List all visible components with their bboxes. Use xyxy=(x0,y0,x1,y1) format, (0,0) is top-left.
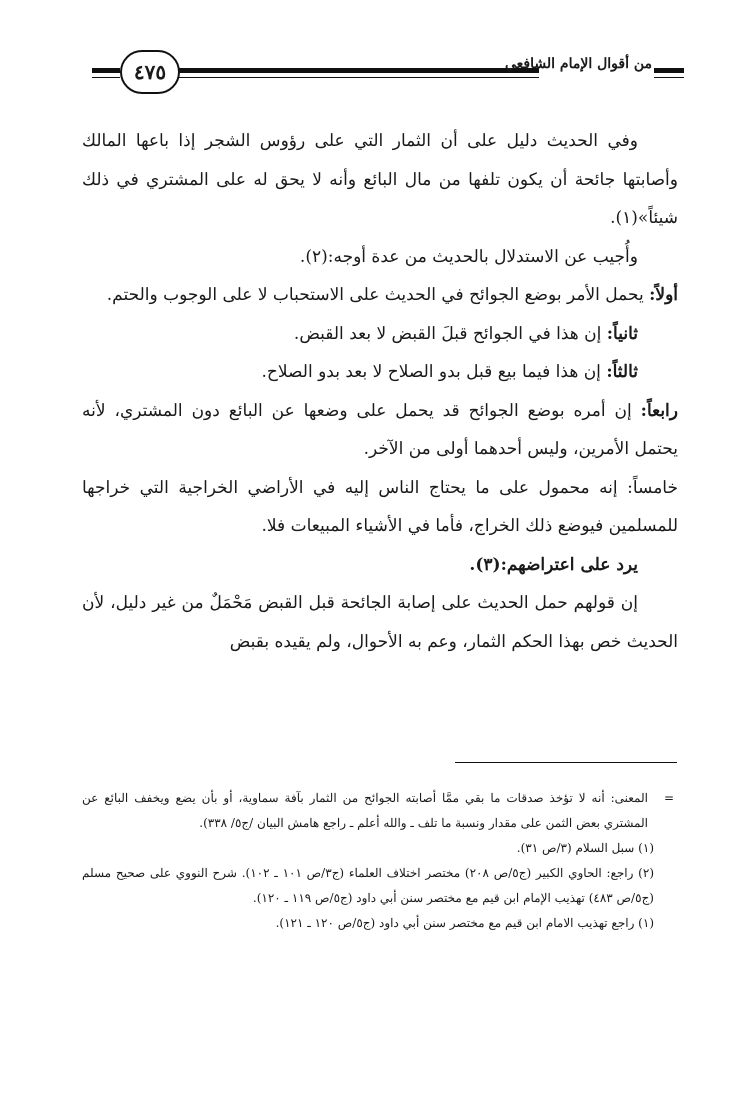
continuation-marker: = xyxy=(663,791,674,805)
footnotes xyxy=(82,786,678,936)
footnote-divider xyxy=(455,762,677,763)
point-text: إن هذا فيما بيع قبل بدو الصلاح لا بعد بدو الصلاح. xyxy=(261,362,607,382)
point-text: إن هذا في الجوائح قبلَ القبض لا بعد القبض. xyxy=(293,323,607,344)
footnote: (١) راجع تهذيب الامام ابن قيم مع مختصر سنن أبي داود (ج٥/ص ١٢٠ ـ ١٢١). xyxy=(275,916,654,930)
footnote: (٢) راجع: الحاوي الكبير (ج٥/ص ٢٠٨) مختصر اختلاف العلماء (ج٣/ص ١٠١ ـ ١٠٢). شرح النووي على صحيح مسلم (ج٥/ص ٤٨٣) تهذيب الإمام ابن قيم مع مختصر سنن أبي داود (ج٥/ص ١١٩ ـ ١٢٠). xyxy=(82,866,654,905)
paragraph xyxy=(82,546,678,585)
paragraph: إن قولهم حمل الحديث على إصابة الجائحة قبل القبض مَحْمَلٌ من غير دليل، لأن الحديث خص بهذا الحكم الثمار، وعم به الأحوال، ولم يقيده بقبض xyxy=(82,593,678,652)
section-heading: يرد على اعتراضهم:(٣). xyxy=(469,554,638,575)
paragraph xyxy=(82,392,678,469)
header-rule-thin xyxy=(654,77,684,78)
paragraph: خامساً: إنه محمول على ما يحتاج الناس إليه في الأراضي الخراجية التي خراجها للمسلمين فيوضع ذلك الخراج، فأما في الأشياء المبيعات فلا. xyxy=(82,477,678,536)
paragraph xyxy=(82,276,678,315)
point-text: إن أمره بوضع الجوائح قد يحمل على وضعها عن البائع دون المشتري، لأنه يحتمل الأمرين، وليس أحدهما أولى من الآخر. xyxy=(82,400,678,459)
footnote-continued xyxy=(82,786,678,836)
point-label: رابعاً: xyxy=(640,400,678,421)
paragraph xyxy=(82,315,678,354)
paragraph xyxy=(82,353,678,392)
header-rule xyxy=(92,68,120,73)
header-rule xyxy=(178,68,539,73)
header-rule-thin xyxy=(178,77,539,78)
running-title: من أقوال الإمام الشافعي xyxy=(505,56,652,72)
header-rule-thin xyxy=(92,77,120,78)
page-header xyxy=(92,48,684,94)
point-label: ثالثاً: xyxy=(606,362,638,382)
paragraph: وأُجيب عن الاستدلال بالحديث من عدة أوجه:(٢). xyxy=(299,246,638,267)
header-rule xyxy=(654,68,684,73)
point-label: أولاً: xyxy=(649,285,678,305)
main-text xyxy=(82,122,678,661)
footnote-text: المعنى: أنه لا تؤخذ صدقات ما بقي ممَّا أصابته الجوائح من الثمار بآفة سماوية، أو بأن يضع ويخفف البائع عن المشتري بعض الثمن على مقدار ونسبة ما تلف ـ والله أعلم ـ راجع هامش البيان /ج٥/ ٣٣٨). xyxy=(82,791,648,830)
footnote: (١) سبل السلام (٣/ص ٣١). xyxy=(516,841,654,855)
page-number: ٤٧٥ xyxy=(120,50,180,94)
point-label: ثانياً: xyxy=(606,323,638,344)
point-text: يحمل الأمر بوضع الجوائح في الحديث على الاستحباب لا على الوجوب والحتم. xyxy=(106,285,650,305)
paragraph: وفي الحديث دليل على أن الثمار التي على رؤوس الشجر إذا باعها المالك وأصابتها جائحة أن يكون تلفها من مال البائع وأنه لا يحق له على المشتري في ذلك شيئاً»(١). xyxy=(82,131,678,228)
